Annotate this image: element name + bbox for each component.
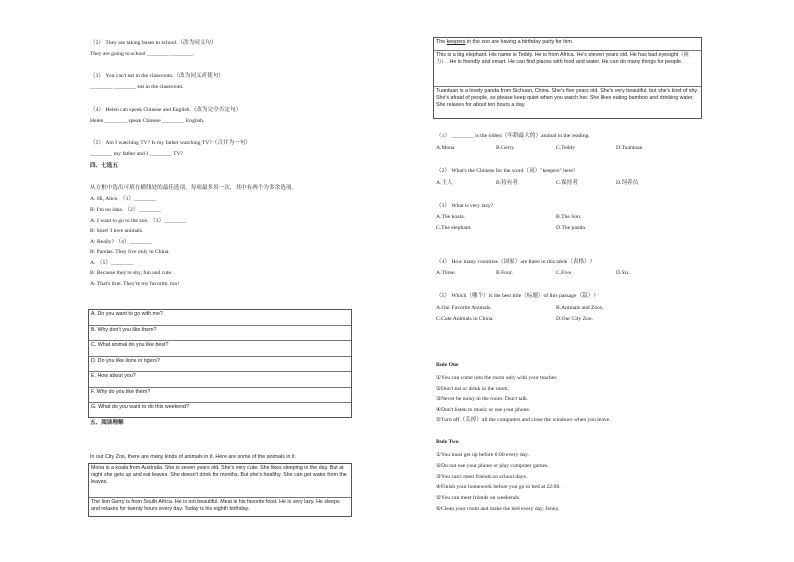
option-e: E. How about you? — [89, 372, 351, 388]
rule-two-item: ②Do not use your phone or play computer games. — [436, 463, 549, 469]
q1-option-c[interactable]: C.Teddy — [556, 145, 576, 151]
section5-heading: 五、阅读理解 — [90, 420, 124, 426]
q2-option-b[interactable]: B.持有者 — [496, 180, 518, 186]
section4-instruction: 从方框中选出可填在横线处的最佳选项，每项最多用一次，其中有两个为多余选项。 — [90, 185, 297, 191]
dialog-line: B: Pandas. They live only in China. — [90, 249, 170, 255]
q3-option-d[interactable]: D.The panda. — [556, 225, 587, 231]
dialog-line: A: Really? （4）________ — [90, 239, 152, 245]
animals-table-left — [88, 463, 352, 517]
rule-two-item: ③You can't meet friends on school days. — [436, 474, 528, 480]
q2-option-d[interactable]: D.饲养员 — [616, 180, 639, 186]
dialog-line: A: （5）________ — [90, 260, 134, 266]
rewrite-a3[interactable]: ________ ________ eat in the classroom. — [90, 84, 184, 90]
q2-option-a[interactable]: A.主人 — [436, 180, 453, 186]
rewrite-a5[interactable]: ________ my father and I ________ TV? — [90, 151, 184, 157]
rule-two-item: ④Finish your homework before you go to bed at 22:00. — [436, 484, 561, 490]
q1-option-d[interactable]: D.Tuantuan — [616, 145, 643, 151]
keepers-line: The keepers in the zoo are having a birthday party for him. — [434, 38, 701, 51]
dialog-line: B: Because they're shy, fun and cute. — [90, 270, 173, 276]
rewrite-q3: （3） You can't eat in the classroom.（改为同义祈使句） — [90, 73, 224, 79]
dialog-line: A: That's true. They're my favorite, too! — [90, 281, 180, 287]
option-b: B. Why don't you like them? — [89, 326, 351, 342]
question-5: （5） Which（哪个）is the best title（标题）of this passage（篇）? — [436, 293, 596, 299]
tuantuan-paragraph: Tuantuan is a lovely panda from Sichuan, China. She's five years old. She's very beautiful, but she's kind of shy. She's afraid of people, so please keep quiet when you watch her. She likes eating bamboo and drinking water. She relaxes for about ten hours a day. — [436, 88, 699, 108]
q4-option-c[interactable]: C.Five. — [556, 270, 573, 276]
option-g: G. What do you want to do this weekend? — [91, 404, 190, 410]
question-2: （2） What's the Chinese for the word（词）"keepers" here? — [436, 168, 576, 174]
keepers-word: keepers — [446, 39, 466, 45]
rule-one-title: Rule One — [436, 362, 459, 368]
mona-paragraph: Mona is a koala from Australia. She is seven years old. She's very cute. She likes sleeping in the day. But at night she gets up and eat leaves. She doesn't drink for months. But she's healthy. She can get water from the leaves. — [89, 464, 351, 498]
rewrite-a4[interactable]: Helen ________ speak Chinese ________ English. — [90, 118, 205, 124]
q4-option-a[interactable]: A.Three. — [436, 270, 456, 276]
q4-option-d[interactable]: D.Six. — [616, 270, 631, 276]
animals-table-right — [433, 37, 702, 119]
dialog-line: A: I want to go to the zoo. （3）________ — [90, 218, 187, 224]
rule-one-item: ⑤Turn off（关掉）all the computers and close the windows when you leave. — [436, 417, 611, 423]
question-1: （1） ________ is the oldest（年龄最大的）animal in the reading. — [436, 133, 590, 139]
dialog-line: A: Hi, Alice. （1）________ — [90, 196, 157, 202]
rule-one-item: ①You can come into the room only with your teacher. — [436, 375, 558, 381]
passage-intro: In our City Zoo, there are many kinds of animals in it. Here are some of the animals in it. — [90, 454, 297, 460]
rewrite-a2[interactable]: They are going to school ________ ________. — [90, 51, 195, 57]
q3-option-a[interactable]: A.The koala. — [436, 214, 466, 220]
dialog-line: B: Sure! I love animals. — [90, 228, 144, 234]
gerry-paragraph: The lion Gerry is from South Africa. He is not beautiful. Meat is his favorite food. He is very lazy. He sleeps and relaxes for twenty hours every day. Today is his eighth birthday. — [91, 499, 340, 512]
option-a: A. Do you want to go with me? — [89, 310, 351, 326]
option-c: C. What animal do you like best? — [89, 341, 351, 357]
rule-two-item: ⑤You can meet friends on weekends. — [436, 495, 521, 501]
rewrite-q2: （2） They are taking buses to school.（改为同义句） — [90, 40, 217, 46]
dialog-line: B: I'm no idea. （2）________ — [90, 207, 161, 213]
q5-option-d[interactable]: D.Our City Zoo. — [556, 316, 593, 322]
rewrite-q5: （5） Am I watching TV? Is my father watching TV?（合并为一句） — [90, 140, 251, 146]
teddy-paragraph: This is a big elephant. His name is Teddy. He is from Africa. He's eleven years old. He has bad eyesight（视力）. He is friendly and smart. He can find places with food and water. He can do many things for people. — [434, 51, 701, 87]
rule-one-item: ④Don't listen to music or use your phone. — [436, 407, 531, 413]
q3-option-b[interactable]: B.The lion. — [556, 214, 582, 220]
q1-option-b[interactable]: B.Gerry — [496, 145, 515, 151]
option-d: D. Do you like lions or tigers? — [89, 357, 351, 373]
options-box — [88, 309, 352, 418]
q3-option-c[interactable]: C.The elephant. — [436, 225, 472, 231]
rewrite-q4: （4） Helen can speak Chinese and English.（改为完全否定句） — [90, 107, 242, 113]
rule-two-item: ①You must get up before 6:00 every day. — [436, 452, 529, 458]
q1-option-a[interactable]: A.Mona — [436, 145, 455, 151]
rule-one-item: ③Never be noisy in the room. Don't talk. — [436, 396, 529, 402]
rule-one-item: ②Don't eat or drink in the room. — [436, 386, 509, 392]
rule-two-title: Rule Two — [436, 439, 459, 445]
q5-option-a[interactable]: A.Our Favorite Animals. — [436, 305, 492, 311]
q5-option-c[interactable]: C.Cute Animals in China. — [436, 316, 494, 322]
question-4: （4） How many countries（国家）are there in this table（表格）? — [436, 259, 593, 265]
rule-two-item: ⑥Clean your room and make the bed every day, Jenny. — [436, 506, 560, 512]
option-f: F. Why do you like them? — [89, 388, 351, 404]
section4-heading: 四、七选五 — [90, 163, 118, 169]
q5-option-b[interactable]: B.Animals and Zoos. — [556, 305, 604, 311]
q4-option-b[interactable]: B.Four. — [496, 270, 513, 276]
q2-option-c[interactable]: C.保持者 — [556, 180, 578, 186]
question-3: （3） What is very lazy? — [436, 203, 494, 209]
